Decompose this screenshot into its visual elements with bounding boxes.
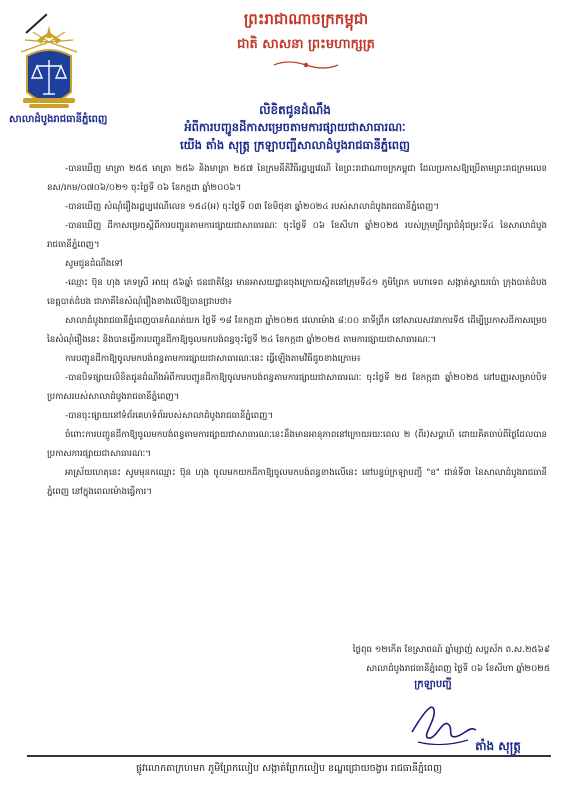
document-subject: អំពីការបញ្ជូនដីកាសម្រេចតាមការផ្សាយជាសាធារណៈ — [184, 120, 406, 134]
paragraph: ការបញ្ជូនដីកាឱ្យចូលមកបង់ពន្ធតាមការផ្សាយជាសាធារណៈនេះ ធ្វើឡើងតាមវិធីដូចខាងក្រោម៖ — [65, 354, 361, 364]
lunar-date: ថ្ងៃពុធ ១២កើត ខែស្រាពណ៍ ឆ្នាំម្សាញ់ សប្តស័ក ព.ស.២៥៦៩ — [352, 645, 550, 655]
signer-name: តាំង សុត្ត្រ — [475, 739, 521, 753]
document-title: លិខិតជូនដំណឹង — [259, 103, 331, 117]
paragraph: -បានឃើញ មាត្រា ២៥៥ មាត្រា ២៥៦ និងមាត្រា ២៥៧ នៃក្រមនីតិវិធីរដ្ឋប្បវេណី នៃព្រះរាជាណាចក្រកម្ពុជា ដែលប្រកាសឱ្យប្រើតាមព្រះរាជក្រមលេខ នស/រកម/០៧០៦/០២១ ចុះថ្ងៃទី ០៦ ខែកក្កដា ឆ្នាំ២០០៦។ — [47, 164, 547, 193]
paragraph: សាលាដំបូងរាជធានីភ្នំពេញបានកំណត់យក ថ្ងៃទី ១៨ ខែកក្កដា ឆ្នាំ២០២៥ វេលាម៉ោង ៨:០០ នាទីព្រឹក នៅសាលសវនាការទី៥ ដើម្បីប្រកាសដីកាសម្រេចនៃសំណុំរឿងនេះ និងបានធ្វើការបញ្ជូនដីកាឱ្យចូលមកបង់ពន្ធចុះថ្ងៃទី ២៤ ខែកក្កដា ឆ្នាំ២០២៥ តាមការផ្សាយជាសាធារណៈ។ — [47, 316, 547, 345]
kingdom-title: ព្រះរាជាណាចក្រកម្ពុជា — [243, 10, 369, 28]
paragraph: សូមជូនដំណឹងទៅ — [65, 259, 123, 269]
paragraph: -បានបិទផ្សាយលិខិតជូនដំណឹងអំពីការបញ្ជូនដីកាឱ្យចូលមកបង់ពន្ធតាមការផ្សាយជាសាធារណៈ ចុះថ្ងៃទី ២៥ ខែកក្កដា ឆ្នាំ២០២៥ នៅបញ្ញរសម្រាប់បិទប្រកាសរបស់សាលាដំបូងរាជធានីភ្នំពេញ។ — [47, 373, 547, 402]
paragraph: ចំពោះការបញ្ជូនដីកាឱ្យចូលមកបង់ពន្ធតាមការផ្សាយជាសាធារណៈនេះនឹងមានអានុភាពនៅក្រោយរយៈពេល ២ (ពីរ)សប្តាហ៍ ដោយគិតចាប់ពីថ្ងៃដែលបានប្រកាសការផ្សាយជាសាធារណៈ។ — [47, 430, 547, 459]
issuer-line: យើង តាំង សុត្ត្រ ក្រឡាបញ្ជីសាលាដំបូងរាជធានីភ្នំពេញ — [180, 138, 410, 152]
ornament-icon — [270, 58, 342, 72]
signatory-title: ក្រឡាបញ្ជី — [414, 679, 452, 690]
national-motto: ជាតិ សាសនា ព្រះមហាក្សត្រ — [237, 37, 375, 52]
court-name: សាលាដំបូងរាជធានីភ្នំពេញ — [9, 114, 108, 125]
date-block — [300, 641, 550, 679]
footer-divider — [27, 755, 551, 757]
footer-address: ផ្លូវលោកតាក្រហមក ភូមិព្រែកលៀប សង្កាត់ព្រែកលៀប ខណ្ឌជ្រោយចង្វារ រាជធានីភ្នំពេញ — [136, 763, 442, 774]
paragraph: -បានឃើញ ដីកាសម្រេចស្តីពីការបញ្ជូនតាមការផ្សាយជាសាធារណៈ ចុះថ្ងៃទី ០៦ ខែសីហា ឆ្នាំ២០២៥ របស់ក្រុមប្រឹក្សាជំនុំជម្រះទី៤ នៃសាលាដំបូងរាជធានីភ្នំពេញ។ — [47, 221, 547, 250]
paragraph: អាស្រ័យហេតុនេះ សូមមុនកឈ្មោះ ប៊ុន ហុង ចូលមកយកដីកាឱ្យចូលមកបង់ពន្ធខាងលើនេះ នៅបន្ទប់ក្រឡាបញ្ជី "ខ" ជាន់ទី៣ នៃសាលាដំបូងរាជធានីភ្នំពេញ នៅក្នុងពេលម៉ោងធ្វើការ។ — [47, 468, 547, 497]
paragraph: -ឈ្មោះ ប៊ុន ហុង ភេទស្រី អាយុ ៥៦ឆ្នាំ ជនជាតិខ្មែរ មានអាសយដ្ឋានចុងក្រោយស្ថិតនៅក្រុមទី៤១ ភូមិព្រែក មហាទេព សង្កាត់ស្វាយប៉ោ ក្រុងបាត់ដំបង ខេត្តបាត់ដំបង ជាភាគីនៃសំណុំរឿងខាងលើឱ្យបានជ្រាបថា៖ — [47, 278, 547, 307]
paragraph: -បានឃើញ សំណុំរឿងរដ្ឋប្បវេណីលេខ ១៥៤(អ) ចុះថ្ងៃទី ០៣ ខែមិថុនា ឆ្នាំ២០២៤ របស់សាលាដំបូងរាជធានីភ្នំពេញ។ — [65, 202, 439, 212]
letter-body — [47, 160, 547, 502]
paragraph: -បានចុះផ្សាយនៅទំព័រគេហទំព័ររបស់សាលាដំបូងរាជធានីភ្នំពេញ។ — [65, 411, 274, 421]
court-emblem-icon — [13, 22, 85, 116]
solar-date: សាលាដំបូងរាជធានីភ្នំពេញ ថ្ងៃទី ០៦ ខែសីហា ឆ្នាំ២០២៥ — [366, 664, 550, 674]
